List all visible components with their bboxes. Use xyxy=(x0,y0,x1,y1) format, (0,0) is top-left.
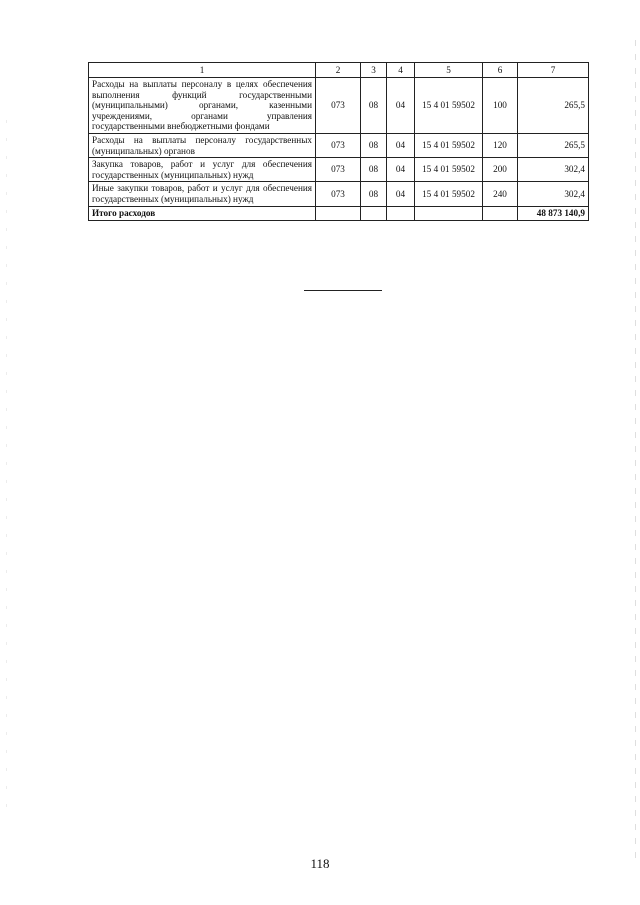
table-row xyxy=(89,78,589,134)
column-header: 2 xyxy=(316,63,361,78)
amount: 302,4 xyxy=(518,158,589,182)
empty-cell xyxy=(483,206,518,220)
section-code: 08 xyxy=(361,78,387,134)
expense-type-code: 120 xyxy=(483,133,518,157)
table-row xyxy=(89,133,589,157)
expense-name: Закупка товаров, работ и услуг для обеспечения государственных (муниципальных) нужд xyxy=(89,158,316,182)
table-row xyxy=(89,182,589,206)
ministry-code: 073 xyxy=(316,78,361,134)
amount: 302,4 xyxy=(518,182,589,206)
total-label: Итого расходов xyxy=(89,206,316,220)
column-header: 6 xyxy=(483,63,518,78)
expense-type-code: 200 xyxy=(483,158,518,182)
column-header: 1 xyxy=(89,63,316,78)
scan-edge-artifact xyxy=(6,120,7,820)
expense-name: Расходы на выплаты персоналу государственных (муниципальных) органов xyxy=(89,133,316,157)
column-header: 7 xyxy=(518,63,589,78)
column-header: 3 xyxy=(361,63,387,78)
expense-type-code: 100 xyxy=(483,78,518,134)
target-article-code: 15 4 01 59502 xyxy=(415,78,483,134)
empty-cell xyxy=(415,206,483,220)
section-code: 08 xyxy=(361,182,387,206)
empty-cell xyxy=(361,206,387,220)
subsection-code: 04 xyxy=(387,158,415,182)
amount: 265,5 xyxy=(518,133,589,157)
table-header-row xyxy=(89,63,589,78)
column-header: 4 xyxy=(387,63,415,78)
empty-cell xyxy=(316,206,361,220)
scan-edge-artifact xyxy=(635,40,636,860)
ministry-code: 073 xyxy=(316,158,361,182)
ministry-code: 073 xyxy=(316,133,361,157)
expense-type-code: 240 xyxy=(483,182,518,206)
budget-expenses-table xyxy=(88,62,589,221)
ministry-code: 073 xyxy=(316,182,361,206)
total-row xyxy=(89,206,589,220)
empty-cell xyxy=(387,206,415,220)
subsection-code: 04 xyxy=(387,133,415,157)
subsection-code: 04 xyxy=(387,78,415,134)
expense-name: Расходы на выплаты персоналу в целях обеспечения выполнения функций государственными (муниципальными) органами, казенными учреждениями, органами управления государственными внебюджетными фондами xyxy=(89,78,316,134)
subsection-code: 04 xyxy=(387,182,415,206)
page-number: 118 xyxy=(310,856,330,871)
section-code: 08 xyxy=(361,158,387,182)
expense-name: Иные закупки товаров, работ и услуг для обеспечения государственных (муниципальных) нужд xyxy=(89,182,316,206)
end-separator-line xyxy=(304,290,382,291)
target-article-code: 15 4 01 59502 xyxy=(415,182,483,206)
total-amount: 48 873 140,9 xyxy=(518,206,589,220)
target-article-code: 15 4 01 59502 xyxy=(415,133,483,157)
section-code: 08 xyxy=(361,133,387,157)
target-article-code: 15 4 01 59502 xyxy=(415,158,483,182)
amount: 265,5 xyxy=(518,78,589,134)
column-header: 5 xyxy=(415,63,483,78)
table-row xyxy=(89,158,589,182)
